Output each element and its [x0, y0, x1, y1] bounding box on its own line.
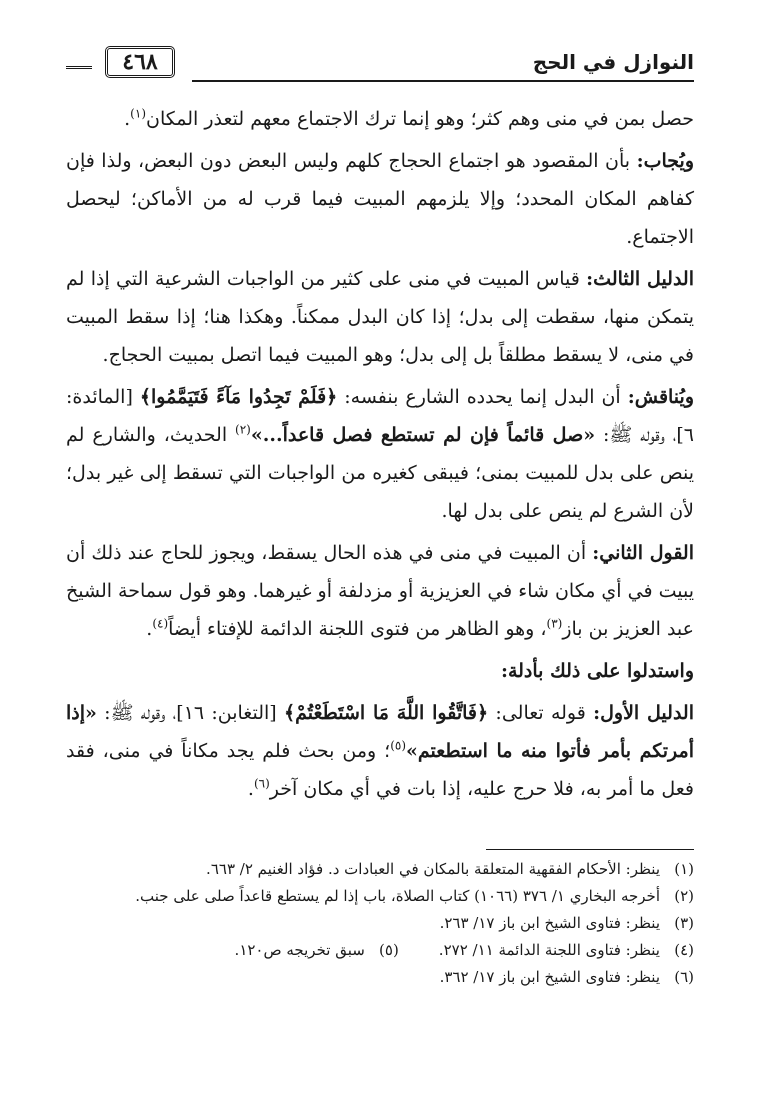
header-rule	[192, 80, 694, 82]
paragraph-5-text-c: .	[146, 618, 153, 640]
paragraph-7-text-b: [التغابن: ١٦]، وقوله ﷺ:	[104, 702, 277, 724]
page-number-badge	[88, 46, 192, 78]
footnote	[66, 883, 694, 910]
paragraph-5-text-a: أن المبيت في منى في هذه الحال يسقط، ويجوز للحاج عند ذلك أن يبيت في أي مكان شاء في العزيزية أو مزدلفة أو غيرهما. وهو قول سماحة الشيخ عبد العزيز بن باز	[66, 542, 694, 640]
footnote-number: (٣)	[674, 914, 694, 932]
paragraph-1: حصل بمن في منى وهم كثر؛ وهو إنما ترك الاجتماع معهم لتعذر المكان$^{(١)}$.	[124, 106, 694, 130]
quran-verse-taghabun: ﴿فَاتَّقُوا اللَّهَ مَا اسْتَطَعْتُمْ﴾	[283, 702, 489, 724]
second-opinion-label: القول الثاني:	[592, 542, 694, 564]
footnote-ref-4: (٤)	[152, 616, 169, 631]
footnotes	[66, 856, 694, 991]
footnote	[235, 937, 399, 964]
paragraph-7-text-d: .	[247, 778, 254, 800]
paragraph-2-text: بأن المقصود هو اجتماع الحجاج كلهم وليس البعض دون البعض، ولذا فإن كفاهم المكان المحدد؛ وإلا يلزمهم المبيت فيما قرب له من الأماكن؛ ليحصل الاجتماع.	[66, 150, 694, 248]
footnote-ref-5: (٥)	[390, 738, 407, 753]
footnote-text: أخرجه البخاري ١/ ٣٧٦ (١٠٦٦) كتاب الصلاة، باب إذا لم يستطع قاعداً صلى على جنب.	[135, 887, 660, 905]
footnote	[66, 964, 694, 991]
paragraph-7-text-a: قوله تعالى:	[495, 702, 586, 724]
footnote-text: ينظر: فتاوى الشيخ ابن باز ١٧/ ٢٦٣.	[439, 914, 660, 932]
page-header	[66, 44, 694, 90]
discussion-label: ويُناقش:	[627, 386, 695, 408]
third-evidence-label: الدليل الثالث:	[586, 268, 695, 290]
footnote-ref-2: (٢)	[235, 422, 251, 437]
paragraph-7-text-c: ؛ ومن بحث فلم يجد مكاناً في منى، فقد فعل ما أمر به، فلا حرج عليه، إذا بات في أي مكان آخر	[66, 740, 694, 800]
page-number: ٤٦٨	[105, 46, 174, 78]
paragraph-4-text-a: أن البدل إنما يحدده الشارع بنفسه:	[344, 386, 621, 408]
footnote-number: (٦)	[674, 968, 694, 986]
page-body	[66, 100, 694, 808]
hadith-quote-prayer: «صل قائماً فإن لم تستطع فصل قاعداً...»	[250, 424, 596, 446]
footnote	[439, 937, 694, 964]
book-title: النوازل في الحج	[532, 50, 694, 74]
paragraph-1-text: حصل بمن في منى وهم كثر؛ وهو إنما ترك الاجتماع معهم لتعذر المكان	[146, 108, 694, 130]
footnote-number: (٥)	[379, 941, 399, 959]
first-evidence-label: الدليل الأول:	[593, 702, 694, 724]
paragraph-3-text: قياس المبيت في منى على كثير من الواجبات الشرعية التي إذا لم يتمكن منها، سقطت إلى بدل؛ إذا كان البدل ممكناً. وهكذا هنا؛ إذا سقط المبيت في منى، لا يسقط مطلقاً بل إلى بدل؛ وهو المبيت فيما اتصل بمبيت الحجاج.	[66, 268, 694, 366]
footnote-number: (٢)	[674, 887, 694, 905]
hadith-quote-command: «إذا أمرتكم بأمر فأتوا منه ما استطعتم»	[66, 702, 694, 762]
footnote-row	[66, 937, 694, 964]
footnote-rule	[486, 849, 694, 850]
paragraph-4-text-b: [المائدة: ٦]، وقوله ﷺ:	[66, 386, 694, 446]
footnote-text: سبق تخريجه ص١٢٠.	[234, 941, 365, 959]
paragraph-5	[66, 534, 694, 648]
footnote-ref-3: (٣)	[546, 616, 563, 631]
paragraph-7	[66, 694, 694, 808]
footnote-number: (٤)	[674, 941, 694, 959]
footnote-ref-1: (١)	[130, 106, 146, 121]
footnote-ref-6: (٦)	[253, 776, 270, 791]
paragraph-5-text-b: ، وهو الظاهر من فتوى اللجنة الدائمة للإفتاء أيضاً	[168, 618, 547, 640]
paragraph-3	[66, 260, 694, 374]
quran-verse-maidah: ﴿فَلَمْ تَجِدُوا مَآءً فَتَيَمَّمُوا﴾	[139, 386, 338, 408]
paragraph-2	[66, 142, 694, 256]
evidence-heading: واستدلوا على ذلك بأدلة:	[500, 660, 694, 682]
paragraph-4-text-c: الحديث، والشارع لم ينص على بدل للمبيت بمنى؛ فيبقى كغيره من الواجبات التي تسقط إلى غير بدل؛ لأن الشرع لم ينص على بدل لها.	[66, 424, 694, 522]
footnote-text: ينظر: فتاوى اللجنة الدائمة ١١/ ٢٧٢.	[438, 941, 660, 959]
footnote-text: ينظر: فتاوى الشيخ ابن باز ١٧/ ٣٦٢.	[439, 968, 660, 986]
paragraph-4	[66, 378, 694, 530]
footnote-number: (١)	[674, 860, 694, 878]
rebuttal-label: ويُجاب:	[636, 150, 694, 172]
footnote	[66, 910, 694, 937]
footnote-text: ينظر: الأحكام الفقهية المتعلقة بالمكان في العبادات د. فؤاد الغنيم ٢/ ٦٦٣.	[206, 860, 660, 878]
footnote	[66, 856, 694, 883]
